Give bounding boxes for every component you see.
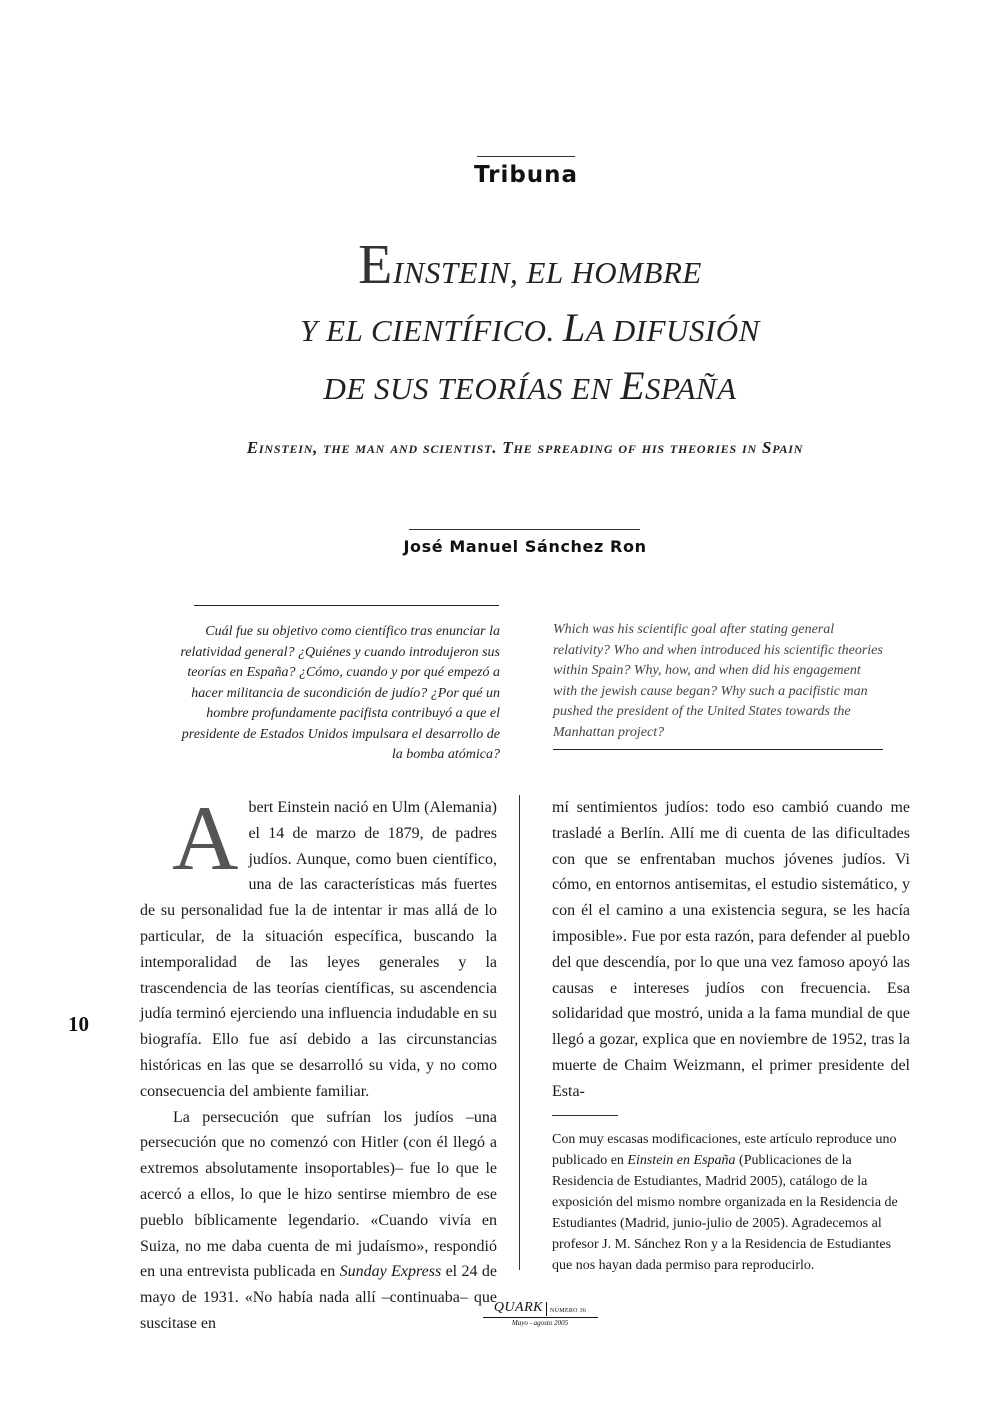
page-number: 10 <box>68 1012 89 1036</box>
section-label: Tribuna <box>473 162 579 188</box>
journal-logo <box>460 1300 620 1316</box>
logo-divider <box>546 1302 547 1316</box>
body-paragraph-2 <box>140 1105 497 1337</box>
section-rule <box>477 156 575 157</box>
body-paragraph-2-text-a: La persecución que sufrían los judíos –una persecución que no comenzó con Hitler (con él llegó a extremos absolutamente insoportables)– fue lo que le acercó a ellos, lo que le hizo sentirse miembro de ese pueblo bíblicamente legendario. «Cuando vivía en Suiza, no me daba cuenta de mi judaísmo», respondió en una entrevista publicada en <box>140 1108 497 1281</box>
journal-date: Mayo - agosto 2005 <box>511 1319 569 1327</box>
title-line-2 <box>150 300 910 358</box>
journal-issue: NÚMERO 36 <box>549 1308 587 1314</box>
drop-cap: A <box>172 787 239 889</box>
title-line-3-text-b: SPAÑA <box>645 371 737 406</box>
abstract-spanish: Cuál fue su objetivo como científico tras enunciar la relatividad general? ¿Quiénes y cuando introdujeron sus teorías en España? ¿Cómo, cuando y por qué empezó a hacer militancia de sucondición de judío? ¿Por qué un hombre profundamente pacifista contribuyó a que el presidente de Estados Unidos impulsara el desarrollo de la bomba atómica? <box>180 624 500 762</box>
title-line-1-text: INSTEIN, EL HOMBRE <box>392 255 702 290</box>
footnote-rule <box>552 1115 618 1116</box>
journal-brand: QUARK <box>493 1300 543 1315</box>
body-paragraph-1 <box>140 787 497 1105</box>
abstract-es-rule <box>194 605 499 606</box>
english-subtitle: Einstein, the man and scientist. The spreading of his theories in Spain <box>246 438 804 457</box>
article-title <box>150 234 910 416</box>
footnote <box>552 1129 912 1276</box>
footnote-text-b: (Publicaciones de la Residencia de Estudiantes, Madrid 2005), catálogo de la exposición del mismo nombre organizada en la Residencia de Estudiantes (Madrid, junio-julio de 2005). Agradecemos al profesor J. M. Sánchez Ron y a la Residencia de Estudiantes que nos hayan dada permiso para reproducirlo. <box>552 1153 898 1273</box>
column-divider <box>519 795 520 1270</box>
abstract-english: Which was his scientific goal after stating general relativity? Who and when introduced his scientific theories within Spain? Why, how, and when did his engagement with the jewish cause began? Why such a pacifistic man pushed the president of the United States towards the Manhattan project? <box>553 622 883 740</box>
body-paragraph-3: mí sentimientos judíos: todo eso cambió cuando me trasladé a Berlín. Allí me di cuenta de las dificultades con que se enfrentaban muchos jóvenes judíos. Vi cómo, en entornos antisemitas, el estudio sistemático, y con él el camino a una existencia segura, se les hacía imposible». Fue por esta razón, para defender al pueblo del que descendía, por lo que una vez famoso apoyó las causas e intereses judíos con frecuencia. Esa solidaridad que mostró, unida a la fama mundial de que llegó a gozar, explica que en noviembre de 1952, tras la muerte de Chaim Weizmann, el primer presidente del Esta- <box>552 799 910 1100</box>
title-line-2-text-a: Y EL CIENTÍFICO. <box>300 313 564 348</box>
title-line-3-text-a: DE SUS TEORÍAS EN <box>323 371 621 406</box>
author-name: José Manuel Sánchez Ron <box>403 537 647 556</box>
title-initial-1: E <box>358 234 393 296</box>
abstract-en-rule <box>553 749 883 750</box>
author-rule <box>409 529 640 530</box>
title-line-2-text-b: A DIFUSIÓN <box>585 313 760 348</box>
title-line-1 <box>150 234 910 300</box>
title-initial-3: E <box>620 363 646 408</box>
body-paragraph-2-text-b: el 24 de mayo de 1931. «No había nada allí –continuaba– que suscitase en <box>140 1263 497 1332</box>
title-initial-2: L <box>563 305 586 350</box>
footer-rule <box>483 1317 598 1318</box>
journal-footer <box>460 1300 620 1327</box>
footnote-text-a: Con muy escasas modificaciones, este artículo reproduce uno publicado en <box>552 1132 897 1168</box>
body-column-right <box>552 795 910 1105</box>
title-line-3 <box>150 358 910 416</box>
body-column-left <box>140 787 497 1337</box>
body-paragraph-1-text: bert Einstein nació en Ulm (Alemania) el 14 de marzo de 1879, de padres judíos. Aunque, como buen científico, una de las características más fuertes de su personalidad fue la de intentar ir mas allá de lo particular, de la situación específica, buscando la intemporalidad de las leyes generales y la trascendencia de las teorías científicas, su ascendencia judía terminó ejerciendo una influencia indudable en su biografía. Ello fue así debido a las circunstancias históricas en las que se desarrolló su vida, y no como consecuencia del ambiente familiar. <box>140 799 497 1100</box>
footnote-emphasis: Einstein en España <box>627 1153 736 1168</box>
body-paragraph-2-emphasis: Sunday Express <box>339 1263 442 1281</box>
